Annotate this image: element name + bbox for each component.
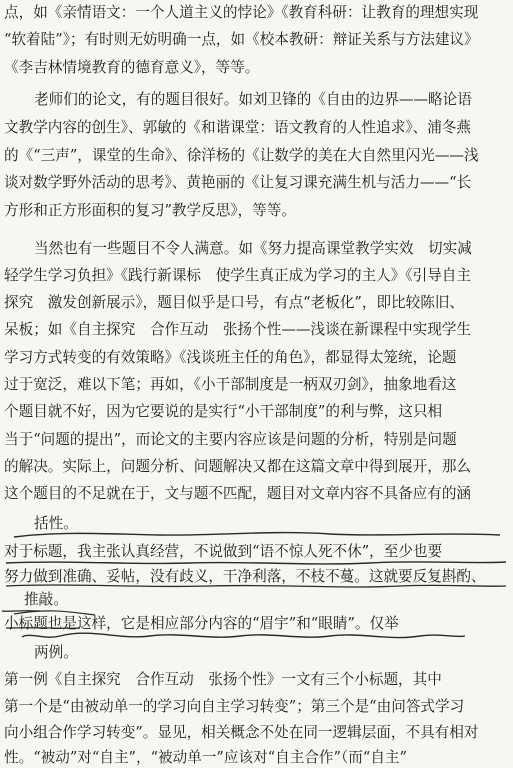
text-line: 当于“问题的提出”，而论文的主要内容应该是问题的分析，特别是问题 <box>4 431 457 448</box>
text-line: 方形和正方形面积的复习”教学反思》，等等。 <box>4 202 297 219</box>
text-line: 第一个是“由被动单一的学习向自主学习转变”；第三个是“由问答式学习 <box>4 698 465 715</box>
text-line: 轻学生学习负担》《践行新课标 使学生真正成为学习的主人》《引导自主 <box>4 267 471 284</box>
text-line: 探究 激发创新展示》，题目似乎是口号，有点“老板化”，即比较陈旧、 <box>4 294 465 311</box>
paragraph-start: 当然也有一些题目不令人满意。如《努力提高课堂教学实效 切实减 <box>34 240 472 257</box>
underlined-text-line: 推敲。 <box>24 591 68 608</box>
text-line: 向小组合作学习转变”。显见，相关概念不处在同一逻辑层面，不具有相对 <box>4 724 479 741</box>
underlined-paragraph-start: 对于标题，我主张认真经营，不说做到“语不惊人死不休”，至少也要 <box>4 543 443 560</box>
text-line: 的《“三声”，课堂的生命》、徐洋杨的《让数学的美在大自然里闪光——浅 <box>4 147 479 164</box>
text-line: 点，如《亲情语文：一个人道主义的悖论》《教育科研：让教育的理想实现 <box>4 4 479 21</box>
text-line: 性。“被动”对“自主”，“被动单一”应该对“自主合作”（而“自主” <box>4 749 407 766</box>
text-line: 《李吉林情境教育的德育意义》，等等。 <box>4 59 260 76</box>
underlined-paragraph-start: 小标题也是这样，它是相应部分内容的“眉宇”和“眼睛”。仅举 <box>4 615 399 632</box>
text-line: 呆板；如《自主探究 合作互动 张扬个性——浅谈在新课程中实现学生 <box>4 321 472 338</box>
text-line: 两例。 <box>34 644 78 661</box>
text-line: 谈对数学野外活动的思考》、黄艳丽的《让复习课充满生机与活力——“长 <box>4 174 472 191</box>
text-line: 括性。 <box>34 515 78 532</box>
paragraph-start: 老师们的论文，有的题目很好。如刘卫锋的《自由的边界——略论语 <box>34 91 472 108</box>
underlined-text-line: 努力做到准确、妥帖，没有歧义，干净利落，不枝不蔓。这就要反复斟酌、 <box>4 568 486 585</box>
text-line: 过于宽泛，难以下笔；再如，《小干部制度是一柄双刃剑》，抽象地看这 <box>4 376 457 393</box>
text-line: 的解决。实际上，问题分析、问题解决又都在这篇文章中得到展开，那么 <box>4 458 472 475</box>
text-line: 文教学内容的创生》、郭敏的《和谐课堂：语文教育的人性追求》、浦冬燕 <box>4 119 471 136</box>
text-line: 这个题目的不足就在于，文与题不匹配，题目对文章内容不具备应有的涵 <box>4 485 472 502</box>
paragraph-start: 第一例《自主探究 合作互动 张扬个性》一文有三个小标题，其中 <box>4 671 442 688</box>
text-line: 学习方式转变的有效策略》《浅谈班主任的角色》，都显得太笼统，论题 <box>4 349 457 366</box>
text-line: “软着陆”》；有时则无妨明确一点，如《校本教研：辩证关系与方法建议》 <box>4 31 479 48</box>
text-line: 个题目就不好，因为它要说的是实行“小干部制度”的利与弊，这只相 <box>4 403 443 420</box>
